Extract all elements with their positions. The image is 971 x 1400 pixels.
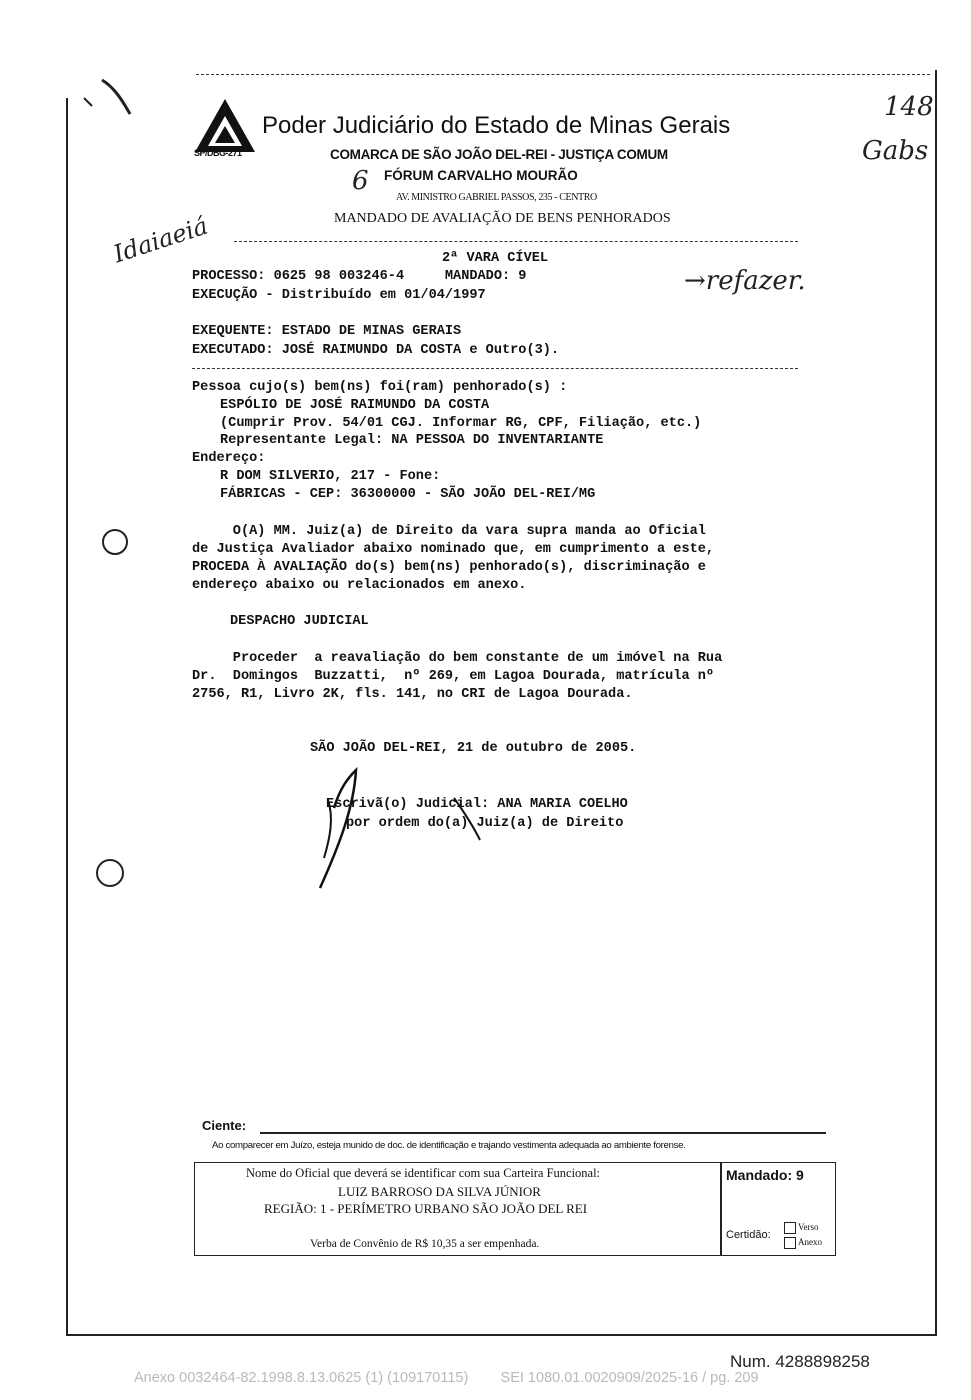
body-paragraph-line: PROCEDA À AVALIAÇÃO do(s) bem(ns) penhorado(s), discriminação e: [192, 560, 706, 575]
endereco-label: Endereço:: [192, 451, 266, 466]
separator-line: [234, 241, 798, 242]
vara-line: 2ª VARA CÍVEL: [442, 251, 549, 266]
document-type: MANDADO DE AVALIAÇÃO DE BENS PENHORADOS: [334, 211, 671, 226]
anexo-checkbox-box: [784, 1237, 796, 1249]
refazer-note-handwritten: →refazer.: [684, 266, 806, 296]
representante-line: Representante Legal: NA PESSOA DO INVENTARIANTE: [220, 433, 604, 448]
page-initials-handwritten: Gabs: [862, 136, 929, 166]
verso-label: Verso: [798, 1222, 819, 1233]
court-title: Poder Judiciário do Estado de Minas Gerais: [262, 112, 731, 139]
despacho-line: Dr. Domingos Buzzatti, nº 269, em Lagoa Dourada, matrícula nº: [192, 669, 715, 684]
endereco-line-1: R DOM SILVERIO, 217 - Fone:: [220, 469, 441, 484]
verso-checkbox: [784, 1222, 819, 1234]
bottom-reference-stamp: Anexo 0032464-82.1998.8.13.0625 (1) (109170115) SEI 1080.01.0020909/2025-16 / pg. 209: [134, 1370, 759, 1386]
ordem-line: por ordem do(a) Juiz(a) de Direito: [346, 816, 624, 831]
forum-line: FÓRUM CARVALHO MOURÃO: [384, 168, 578, 183]
endereco-line-2: FÁBRICAS - CEP: 36300000 - SÃO JOÃO DEL-REI/MG: [220, 487, 596, 502]
date-line: SÃO JOÃO DEL-REI, 21 de outubro de 2005.: [310, 741, 637, 756]
punch-hole-icon: [96, 859, 124, 887]
despacho-title: DESPACHO JUDICIAL: [230, 614, 369, 629]
body-paragraph-line: O(A) MM. Juiz(a) de Direito da vara supra manda ao Oficial: [192, 524, 706, 539]
processo-line: PROCESSO: 0625 98 003246-4 MANDADO: 9: [192, 269, 527, 284]
corner-mark: [72, 76, 152, 131]
despacho-line: Proceder a reavaliação do bem constante de um imóvel na Rua: [192, 651, 723, 666]
separator-line: [192, 368, 798, 369]
top-border-line: [196, 74, 930, 75]
ciente-label: Ciente:: [202, 1118, 247, 1133]
execucao-line: EXECUÇÃO - Distribuído em 01/04/1997: [192, 288, 486, 303]
left-border-line: [66, 98, 68, 1336]
ciente-signature-line: [260, 1132, 826, 1134]
right-border-line: [935, 70, 937, 1336]
oficial-label: Nome do Oficial que deverá se identificar com sua Carteira Funcional:: [246, 1166, 601, 1180]
body-paragraph-line: endereço abaixo ou relacionados em anexo.: [192, 578, 527, 593]
address-line: AV. MINISTRO GABRIEL PASSOS, 235 - CENTRO: [396, 192, 597, 203]
document-number-stamp: Num. 4288898258: [730, 1352, 870, 1371]
signature-scribble: [304, 748, 504, 903]
comarca-line: COMARCA DE SÃO JOÃO DEL-REI - JUSTIÇA COMUM: [330, 147, 668, 162]
escriva-line: Escrivã(o) Judicial: ANA MARIA COELHO: [326, 797, 628, 812]
logo-caption: SP/DBG-271: [194, 148, 242, 158]
body-paragraph-line: de Justiça Avaliador abaixo nominado que, em cumprimento a este,: [192, 542, 715, 557]
mandado-number: Mandado: 9: [726, 1167, 804, 1183]
despacho-line: 2756, R1, Livro 2K, fls. 141, no CRI de Lagoa Dourada.: [192, 687, 633, 702]
oficial-name: LUIZ BARROSO DA SILVA JÚNIOR: [338, 1184, 541, 1199]
exequente-line: EXEQUENTE: ESTADO DE MINAS GERAIS: [192, 324, 462, 339]
footer-notice: Ao comparecer em Juízo, esteja munido de doc. de identificação e trajando vestimenta adequada ao ambiente forense.: [212, 1140, 686, 1151]
espolio-line: ESPÓLIO DE JOSÉ RAIMUNDO DA COSTA: [220, 398, 490, 413]
punch-hole-icon: [102, 529, 128, 555]
pessoa-line: Pessoa cujo(s) bem(ns) foi(ram) penhorado(s) :: [192, 380, 568, 395]
cumprir-line: (Cumprir Prov. 54/01 CGJ. Informar RG, CPF, Filiação, etc.): [220, 416, 702, 431]
executado-line: EXECUTADO: JOSÉ RAIMUNDO DA COSTA e Outro(3).: [192, 343, 560, 358]
anexo-checkbox: [784, 1237, 822, 1249]
verso-checkbox-box: [784, 1222, 796, 1234]
certidao-label: Certidão:: [726, 1229, 771, 1241]
verba-line: Verba de Convênio de R$ 10,35 a ser empenhada.: [310, 1238, 540, 1250]
anexo-label: Anexo: [798, 1237, 822, 1248]
circled-mark: 6: [352, 166, 369, 196]
regiao-line: REGIÃO: 1 - PERÍMETRO URBANO SÃO JOÃO DEL REI: [264, 1201, 588, 1216]
bottom-border-line: [66, 1334, 937, 1336]
page-number-handwritten: 148: [884, 92, 934, 122]
margin-note-handwritten: Idaiaeiá: [110, 211, 212, 269]
